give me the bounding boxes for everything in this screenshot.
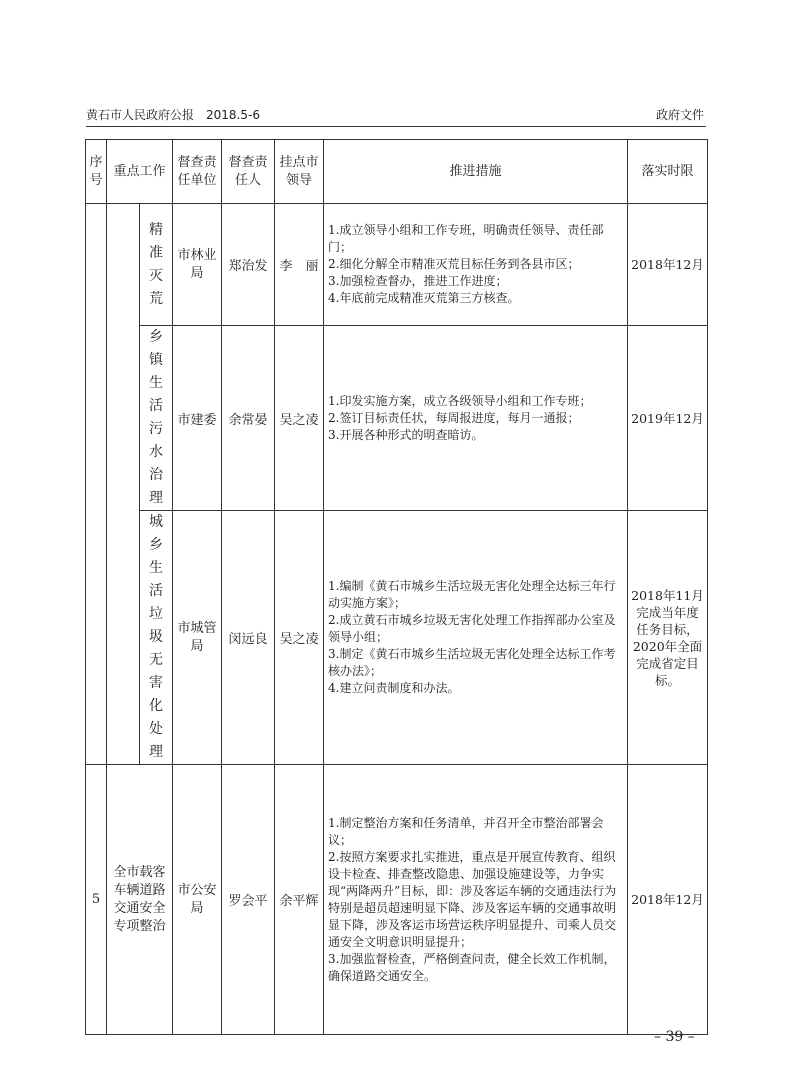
table-row xyxy=(86,326,708,511)
publication-title: 黄石市人民政府公报 2018.5-6 xyxy=(86,108,260,122)
page-header xyxy=(86,102,706,127)
section-label: 政府文件 xyxy=(655,108,704,122)
cell-person: 余常晏 xyxy=(222,326,275,511)
cell-unit: 市城管局 xyxy=(173,511,222,765)
cell-person: 罗会平 xyxy=(222,765,275,1035)
col-header-unit: 督查责任单位 xyxy=(173,140,222,204)
supervision-table xyxy=(85,139,708,1035)
cell-measures: 1.印发实施方案，成立各级领导小组和工作专班； 2.签订目标责任状，每周报进度，每月一通报； 3.开展各种形式的明查暗访。 xyxy=(324,326,628,511)
cell-leader: 余平辉 xyxy=(275,765,324,1035)
cell-person: 闵远良 xyxy=(222,511,275,765)
cell-category: 全市载客车辆道路交通安全专项整治 xyxy=(107,765,173,1035)
col-header-measures: 推进措施 xyxy=(324,140,628,204)
cell-leader: 李 丽 xyxy=(275,204,324,326)
cell-unit: 市建委 xyxy=(173,326,222,511)
table-row xyxy=(86,204,708,326)
cell-task: 精准灭荒 xyxy=(140,204,173,326)
cell-measures: 1.编制《黄石市城乡生活垃圾无害化处理全达标三年行动实施方案》； 2.成立黄石市城乡垃圾无害化处理工作指挥部办公室及领导小组； 3.制定《黄石市城乡生活垃圾无害化处理全达标工作考核办法》； 4.建立问责制度和办法。 xyxy=(324,511,628,765)
col-header-person: 督查责任人 xyxy=(222,140,275,204)
cell-leader: 吴之凌 xyxy=(275,511,324,765)
cell-unit: 市林业局 xyxy=(173,204,222,326)
cell-deadline: 2018年12月 xyxy=(628,765,708,1035)
col-header-seq: 序号 xyxy=(86,140,107,204)
cell-measures: 1.制定整治方案和任务清单，并召开全市整治部署会议； 2.按照方案要求扎实推进，重点是开展宣传教育、组织设卡检查、排查整改隐患、加强设施建设等，力争实现“两降两升”目标，即：涉及客运车辆的交通违法行为特别是超员超速明显下降、涉及客运车辆的交通事故明显下降，涉及客运市场营运秩序明显提升、司乘人员交通安全文明意识明显提升； 3.加强监督检查，严格倒查问责，健全长效工作机制，确保道路交通安全。 xyxy=(324,765,628,1035)
cell-deadline: 2018年12月 xyxy=(628,204,708,326)
cell-deadline: 2019年12月 xyxy=(628,326,708,511)
cell-task: 城乡生活垃圾无害化处理 xyxy=(140,511,173,765)
cell-deadline: 2018年11月完成当年度任务目标，2020年全面完成省定目标。 xyxy=(628,511,708,765)
col-header-deadline: 落实时限 xyxy=(628,140,708,204)
col-header-task: 重点工作 xyxy=(107,140,173,204)
table-header-row xyxy=(86,140,708,204)
cell-unit: 市公安局 xyxy=(173,765,222,1035)
table-row xyxy=(86,511,708,765)
cell-leader: 吴之凌 xyxy=(275,326,324,511)
col-header-leader: 挂点市领导 xyxy=(275,140,324,204)
cell-task: 乡镇生活污水治理 xyxy=(140,326,173,511)
cell-category xyxy=(107,204,140,765)
cell-measures: 1.成立领导小组和工作专班，明确责任领导、责任部门； 2.细化分解全市精准灭荒目标任务到各县市区； 3.加强检查督办，推进工作进度； 4.年底前完成精准灭荒第三方核查。 xyxy=(324,204,628,326)
table-row xyxy=(86,765,708,1035)
cell-seq xyxy=(86,204,107,765)
cell-person: 郑治发 xyxy=(222,204,275,326)
cell-seq: 5 xyxy=(86,765,107,1035)
page-number: – 39 – xyxy=(654,1029,695,1045)
